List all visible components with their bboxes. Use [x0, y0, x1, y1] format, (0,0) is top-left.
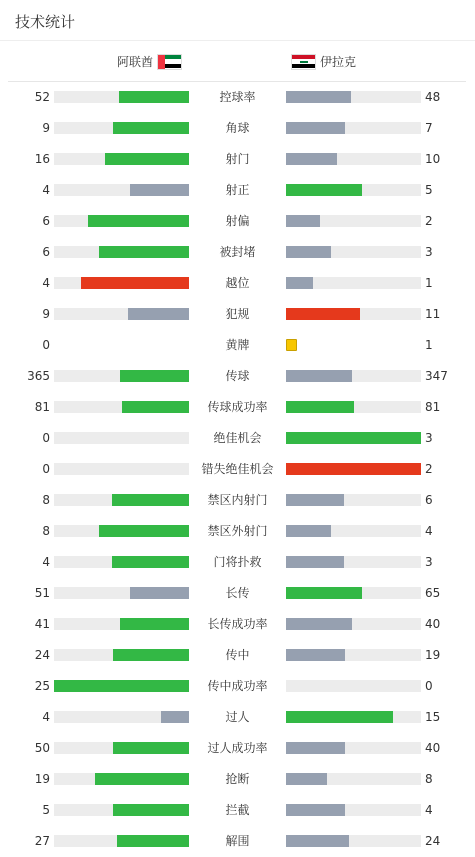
home-bar-fill	[99, 525, 189, 537]
stat-label: 角球	[225, 121, 250, 135]
away-bar-fill	[286, 246, 331, 258]
away-bar-fill	[286, 153, 337, 165]
away-bar-fill	[286, 463, 421, 475]
stat-label: 错失绝佳机会	[201, 462, 274, 476]
stat-row	[0, 670, 475, 701]
home-bar	[54, 618, 189, 630]
stat-label: 传球成功率	[207, 400, 268, 414]
stat-row	[0, 639, 475, 670]
away-value: 40	[425, 741, 441, 755]
home-value: 41	[34, 617, 50, 631]
away-bar	[286, 556, 421, 568]
away-value: 1	[425, 276, 433, 290]
home-value: 16	[34, 152, 50, 166]
away-bar-fill	[286, 122, 345, 134]
stat-label: 犯规	[225, 307, 250, 321]
home-bar	[54, 773, 189, 785]
home-bar-fill	[99, 246, 189, 258]
home-bar-fill	[54, 680, 189, 692]
home-value: 6	[42, 214, 50, 228]
away-value: 7	[425, 121, 433, 135]
stats-list	[0, 81, 475, 856]
away-bar-fill	[286, 773, 327, 785]
stat-label: 拦截	[225, 803, 250, 817]
home-value: 9	[42, 307, 50, 321]
home-bar-fill	[130, 587, 189, 599]
header	[0, 0, 475, 41]
stat-row	[0, 112, 475, 143]
away-bar	[286, 773, 421, 785]
stat-label: 越位	[225, 276, 250, 290]
home-bar	[54, 804, 189, 816]
home-value: 4	[42, 710, 50, 724]
home-value: 19	[34, 772, 50, 786]
away-value: 19	[425, 648, 441, 662]
away-value: 4	[425, 803, 433, 817]
away-bar-fill	[286, 525, 331, 537]
stat-row	[0, 453, 475, 484]
home-bar	[54, 184, 189, 196]
away-bar	[286, 463, 421, 475]
away-value: 15	[425, 710, 441, 724]
away-bar-fill	[286, 370, 352, 382]
uae-flag-icon	[157, 54, 182, 70]
stat-label: 解围	[225, 834, 250, 848]
home-value: 365	[27, 369, 50, 383]
home-bar-fill	[119, 91, 189, 103]
away-bar	[286, 804, 421, 816]
away-bar-fill	[286, 494, 344, 506]
teams-header	[8, 41, 466, 82]
away-bar	[286, 153, 421, 165]
away-bar-fill	[286, 308, 360, 320]
home-bar	[54, 525, 189, 537]
stat-label: 绝佳机会	[213, 431, 262, 445]
away-value: 4	[425, 524, 433, 538]
stat-label: 传中成功率	[207, 679, 268, 693]
stat-label: 黄牌	[225, 338, 250, 352]
away-bar	[286, 246, 421, 258]
home-bar-fill	[81, 277, 189, 289]
stat-row	[0, 236, 475, 267]
home-value: 81	[34, 400, 50, 414]
stat-row	[0, 298, 475, 329]
stat-row	[0, 825, 475, 856]
away-bar-fill	[286, 215, 320, 227]
stat-label: 抢断	[225, 772, 250, 786]
away-bar-fill	[286, 432, 421, 444]
stat-row	[0, 81, 475, 112]
yellow-card-icon	[286, 339, 297, 351]
home-bar-fill	[113, 804, 189, 816]
away-bar	[286, 277, 421, 289]
away-bar	[286, 835, 421, 847]
away-team	[291, 53, 356, 70]
stat-label: 禁区外射门	[207, 524, 268, 538]
away-bar-fill	[286, 835, 349, 847]
home-value: 5	[42, 803, 50, 817]
away-bar	[286, 680, 421, 692]
away-bar	[286, 184, 421, 196]
home-team	[117, 53, 182, 70]
home-bar-fill	[105, 153, 189, 165]
home-value: 52	[34, 90, 50, 104]
home-bar	[54, 432, 189, 444]
away-value: 0	[425, 679, 433, 693]
home-value: 4	[42, 183, 50, 197]
home-bar	[54, 215, 189, 227]
home-value: 9	[42, 121, 50, 135]
away-bar-fill	[286, 649, 345, 661]
away-value: 5	[425, 183, 433, 197]
away-bar	[286, 432, 421, 444]
home-bar	[54, 649, 189, 661]
away-value: 24	[425, 834, 441, 848]
stat-label: 射偏	[225, 214, 250, 228]
home-bar-fill	[128, 308, 189, 320]
away-team-name: 伊拉克	[320, 55, 357, 69]
iraq-flag-icon	[291, 54, 316, 70]
away-bar-fill	[286, 618, 352, 630]
home-bar	[54, 91, 189, 103]
home-value: 27	[34, 834, 50, 848]
home-bar	[54, 742, 189, 754]
stat-label: 被封堵	[219, 245, 256, 259]
stat-label: 过人成功率	[207, 741, 268, 755]
home-value: 0	[42, 431, 50, 445]
home-bar-fill	[112, 556, 189, 568]
away-value: 6	[425, 493, 433, 507]
home-value: 0	[42, 338, 50, 352]
stat-row	[0, 701, 475, 732]
home-bar-fill	[120, 618, 189, 630]
away-bar	[286, 742, 421, 754]
stat-label: 长传	[225, 586, 250, 600]
stat-row	[0, 577, 475, 608]
away-value: 347	[425, 369, 448, 383]
home-value: 8	[42, 493, 50, 507]
home-bar	[54, 587, 189, 599]
stat-label: 控球率	[219, 90, 256, 104]
home-value: 25	[34, 679, 50, 693]
away-value: 11	[425, 307, 441, 321]
stat-label: 过人	[225, 710, 250, 724]
away-bar	[286, 122, 421, 134]
away-bar-fill	[286, 556, 344, 568]
home-bar-fill	[113, 649, 189, 661]
stat-label: 门将扑救	[213, 555, 262, 569]
stat-row	[0, 143, 475, 174]
away-value: 81	[425, 400, 441, 414]
away-bar	[286, 525, 421, 537]
home-bar-fill	[112, 494, 189, 506]
away-bar	[286, 649, 421, 661]
stat-row	[0, 205, 475, 236]
stat-row	[0, 515, 475, 546]
stat-row	[0, 360, 475, 391]
home-bar	[54, 556, 189, 568]
away-bar	[286, 91, 421, 103]
home-value: 8	[42, 524, 50, 538]
stat-row	[0, 732, 475, 763]
stat-label: 射正	[225, 183, 250, 197]
away-bar	[286, 711, 421, 723]
away-bar-fill	[286, 277, 313, 289]
home-value: 4	[42, 555, 50, 569]
away-bar	[286, 587, 421, 599]
away-value: 8	[425, 772, 433, 786]
home-bar-fill	[122, 401, 190, 413]
stat-row	[0, 484, 475, 515]
page-title: 技术统计	[15, 13, 76, 31]
stat-row	[0, 546, 475, 577]
stat-row	[0, 608, 475, 639]
stat-row	[0, 391, 475, 422]
home-value: 24	[34, 648, 50, 662]
away-value: 1	[425, 338, 433, 352]
away-value: 3	[425, 245, 433, 259]
stat-row	[0, 422, 475, 453]
home-bar	[54, 835, 189, 847]
stat-row	[0, 267, 475, 298]
stat-label: 长传成功率	[207, 617, 268, 631]
home-value: 0	[42, 462, 50, 476]
home-value: 51	[34, 586, 50, 600]
home-bar-fill	[130, 184, 189, 196]
stat-label: 射门	[225, 152, 250, 166]
stat-row	[0, 329, 475, 360]
home-bar	[54, 680, 189, 692]
home-bar	[54, 277, 189, 289]
away-bar-fill	[286, 91, 351, 103]
home-bar-fill	[117, 835, 189, 847]
home-bar-fill	[88, 215, 189, 227]
home-bar	[54, 246, 189, 258]
home-bar-fill	[113, 742, 189, 754]
away-bar	[286, 308, 421, 320]
away-bar	[286, 494, 421, 506]
home-bar	[54, 711, 189, 723]
stat-label: 传中	[225, 648, 250, 662]
home-bar-fill	[161, 711, 189, 723]
home-bar	[54, 494, 189, 506]
home-bar	[54, 308, 189, 320]
away-value: 2	[425, 462, 433, 476]
home-bar	[54, 122, 189, 134]
home-value: 50	[34, 741, 50, 755]
stat-label: 传球	[225, 369, 250, 383]
away-bar	[286, 618, 421, 630]
away-bar-fill	[286, 804, 345, 816]
away-value: 2	[425, 214, 433, 228]
away-value: 48	[425, 90, 441, 104]
home-bar	[54, 153, 189, 165]
stat-row	[0, 763, 475, 794]
home-value: 6	[42, 245, 50, 259]
home-bar-fill	[113, 122, 189, 134]
away-bar	[286, 401, 421, 413]
away-bar-fill	[286, 711, 393, 723]
away-value: 65	[425, 586, 441, 600]
home-bar	[54, 401, 189, 413]
away-bar-fill	[286, 587, 362, 599]
home-value: 4	[42, 276, 50, 290]
away-bar-fill	[286, 401, 354, 413]
home-bar-fill	[120, 370, 189, 382]
away-value: 10	[425, 152, 441, 166]
home-bar	[54, 370, 189, 382]
stat-row	[0, 794, 475, 825]
stat-row	[0, 174, 475, 205]
away-value: 40	[425, 617, 441, 631]
away-value: 3	[425, 431, 433, 445]
away-bar	[286, 370, 421, 382]
home-bar	[54, 463, 189, 475]
home-team-name: 阿联酋	[116, 55, 153, 69]
home-bar-fill	[95, 773, 190, 785]
away-bar-fill	[286, 184, 362, 196]
away-value: 3	[425, 555, 433, 569]
away-bar	[286, 215, 421, 227]
away-bar-fill	[286, 742, 345, 754]
stat-label: 禁区内射门	[207, 493, 268, 507]
